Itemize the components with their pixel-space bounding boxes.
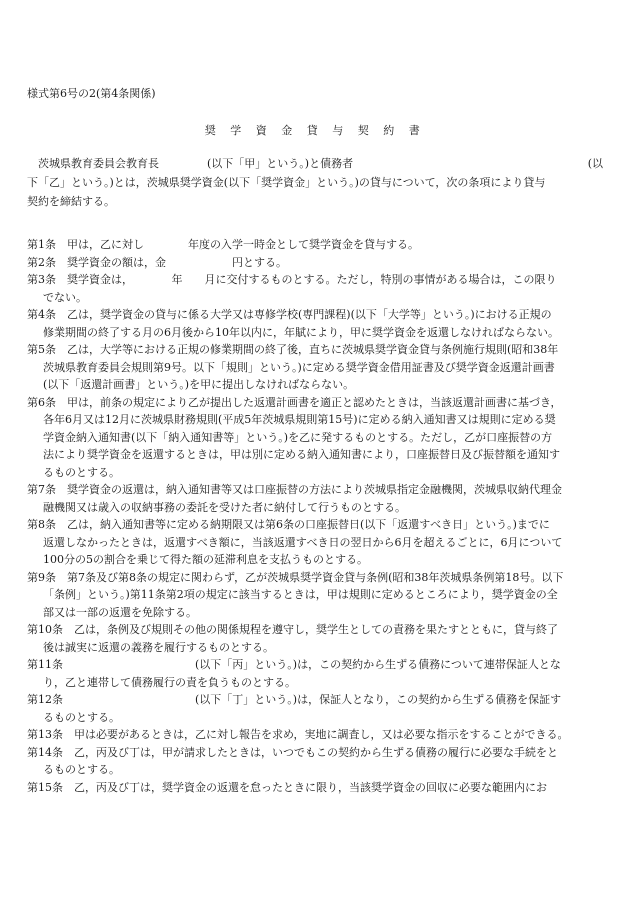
article-line: るものとする。 bbox=[43, 710, 120, 724]
article-2 bbox=[27, 254, 603, 272]
article-15 bbox=[27, 779, 603, 797]
article-10 bbox=[27, 621, 603, 656]
article-1 bbox=[27, 236, 603, 254]
article-line: 第15条 乙，丙及び丁は，奨学資金の返還を怠ったときに限り，当該奨学資金の回収に必要な範囲内にお bbox=[27, 780, 547, 794]
article-line: 第14条 乙，丙及び丁は，甲が請求したときは，いつでもこの契約から生ずる債務の履行に必要な手続をと bbox=[27, 745, 558, 759]
article-4 bbox=[27, 306, 603, 341]
intro-party-a: (以下「甲」という。)と債務者 bbox=[207, 157, 354, 170]
intro-paragraph bbox=[27, 154, 603, 211]
article-6 bbox=[27, 394, 603, 482]
article-line: 第4条 乙は，奨学資金の貸与に係る大学又は専修学校(専門課程)(以下「大学等」という。)における正規の bbox=[27, 308, 552, 321]
article-line: 後は誠実に返還の義務を履行するものとする。 bbox=[43, 640, 274, 654]
article-line: 100分の5の割合を乗じて得た額の延滞利息を支払うものとする。 bbox=[43, 553, 368, 566]
article-line: 第8条 乙は，納入通知書等に定める納期限又は第6条の口座振替日(以下「返還すべき日」という。)までに bbox=[27, 518, 550, 531]
article-line: 茨城県教育委員会規則第9号。以下「規則」という。)に定める奨学資金借用証書及び奨学資金返還計画書 bbox=[43, 360, 555, 374]
article-7 bbox=[27, 481, 603, 516]
article-8 bbox=[27, 516, 603, 569]
article-line: 第6条 甲は，前条の規定により乙が提出した返還計画書を適正と認めたときは，当該返還計画書に基づき， bbox=[27, 395, 562, 409]
document-title: 奨 学 資 金 貸 与 契 約 書 bbox=[204, 124, 426, 137]
article-line: 各年6月又は12月に茨城県財務規則(平成5年茨城県規則第15号)に定める納入通知書又は規則に定める奨 bbox=[43, 413, 556, 426]
intro-line-2: 下「乙」という。)とは，茨城県奨学資金(以下「奨学資金」という。)の貸与について，次の条項により貸与 bbox=[27, 176, 546, 189]
article-line: 返還しなかったときは，返還すべき額に，当該返還すべき日の翌日から6月を超えるごとに，6月について bbox=[43, 535, 563, 549]
article-line: 第5条 乙は，大学等における正規の修業期間の終了後，直ちに茨城県奨学資金貸与条例施行規則(昭和38年 bbox=[27, 343, 559, 356]
article-line: 修業期間の終了する月の6月後から10年以内に，年賦により，甲に奨学資金を返還しなければならない。 bbox=[43, 325, 559, 339]
article-line: 第9条 第7条及び第8条の規定に関わらず，乙が茨城県奨学資金貸与条例(昭和38年茨城県条例第18号。以下 bbox=[27, 570, 564, 584]
article-11 bbox=[27, 656, 603, 691]
article-line: (以下「返還計画書」という。)を甲に提出しなければならない。 bbox=[43, 378, 355, 391]
article-line: 「条例」という。)第11条第2項の規定に該当するときは，甲は規則に定めるところにより，奨学資金の全 bbox=[43, 588, 558, 601]
article-line: 第2条 奨学資金の額は，金 円とする。 bbox=[27, 255, 287, 269]
article-3 bbox=[27, 271, 603, 306]
intro-issuer: 茨城県教育委員会教育長 bbox=[38, 157, 159, 170]
intro-line-3: 契約を締結する。 bbox=[27, 195, 115, 208]
article-14 bbox=[27, 744, 603, 779]
article-line: でない。 bbox=[43, 290, 87, 304]
article-list bbox=[27, 236, 603, 796]
intro-continuation: (以 bbox=[587, 157, 603, 170]
article-line: 第1条 甲は，乙に対し 年度の入学一時金として奨学資金を貸与する。 bbox=[27, 238, 419, 251]
article-line: るものとする。 bbox=[43, 465, 120, 479]
article-line: るものとする。 bbox=[43, 763, 120, 776]
article-line: 法により奨学資金を返還するときは，甲は別に定める納入通知書により，口座振替日及び振替額を通知す bbox=[43, 448, 560, 461]
article-line: 学資金納入通知書(以下「納入通知書等」という。)を乙に発するものとする。ただし，乙が口座振替の方 bbox=[43, 430, 553, 444]
article-line: 第3条 奨学資金は， 年 月に交付するものとする。ただし，特別の事情がある場合は，この限り bbox=[27, 273, 557, 286]
article-12 bbox=[27, 691, 603, 726]
article-9 bbox=[27, 569, 603, 622]
article-13 bbox=[27, 726, 603, 744]
article-line: 第10条 乙は，条例及び規則その他の関係規程を遵守し，奨学生としての責務を果たすとともに，貸与終了 bbox=[27, 623, 558, 636]
intro-line-1 bbox=[27, 154, 603, 173]
article-line: 部又は一部の返還を免除する。 bbox=[43, 605, 197, 619]
article-5 bbox=[27, 341, 603, 394]
article-line: 第11条 (以下「丙」という。)は，この契約から生ずる債務について連帯保証人とな bbox=[27, 658, 561, 671]
article-line: 融機関又は歳入の収納事務の委託を受けた者に納付して行うものとする。 bbox=[43, 500, 406, 514]
form-number: 様式第6号の2(第4条関係) bbox=[27, 87, 156, 100]
article-line: 第7条 奨学資金の返還は，納入通知書等又は口座振替の方法により茨城県指定金融機関，茨城県収納代理金 bbox=[27, 483, 562, 496]
article-line: 第12条 (以下「丁」という。)は，保証人となり，この契約から生ずる債務を保証す bbox=[27, 693, 562, 706]
article-line: 第13条 甲は必要があるときは，乙に対し報告を求め，実地に調査し，又は必要な指示をすることができる。 bbox=[27, 728, 569, 741]
article-line: り，乙と連帯して債務履行の責を負うものとする。 bbox=[43, 675, 296, 689]
